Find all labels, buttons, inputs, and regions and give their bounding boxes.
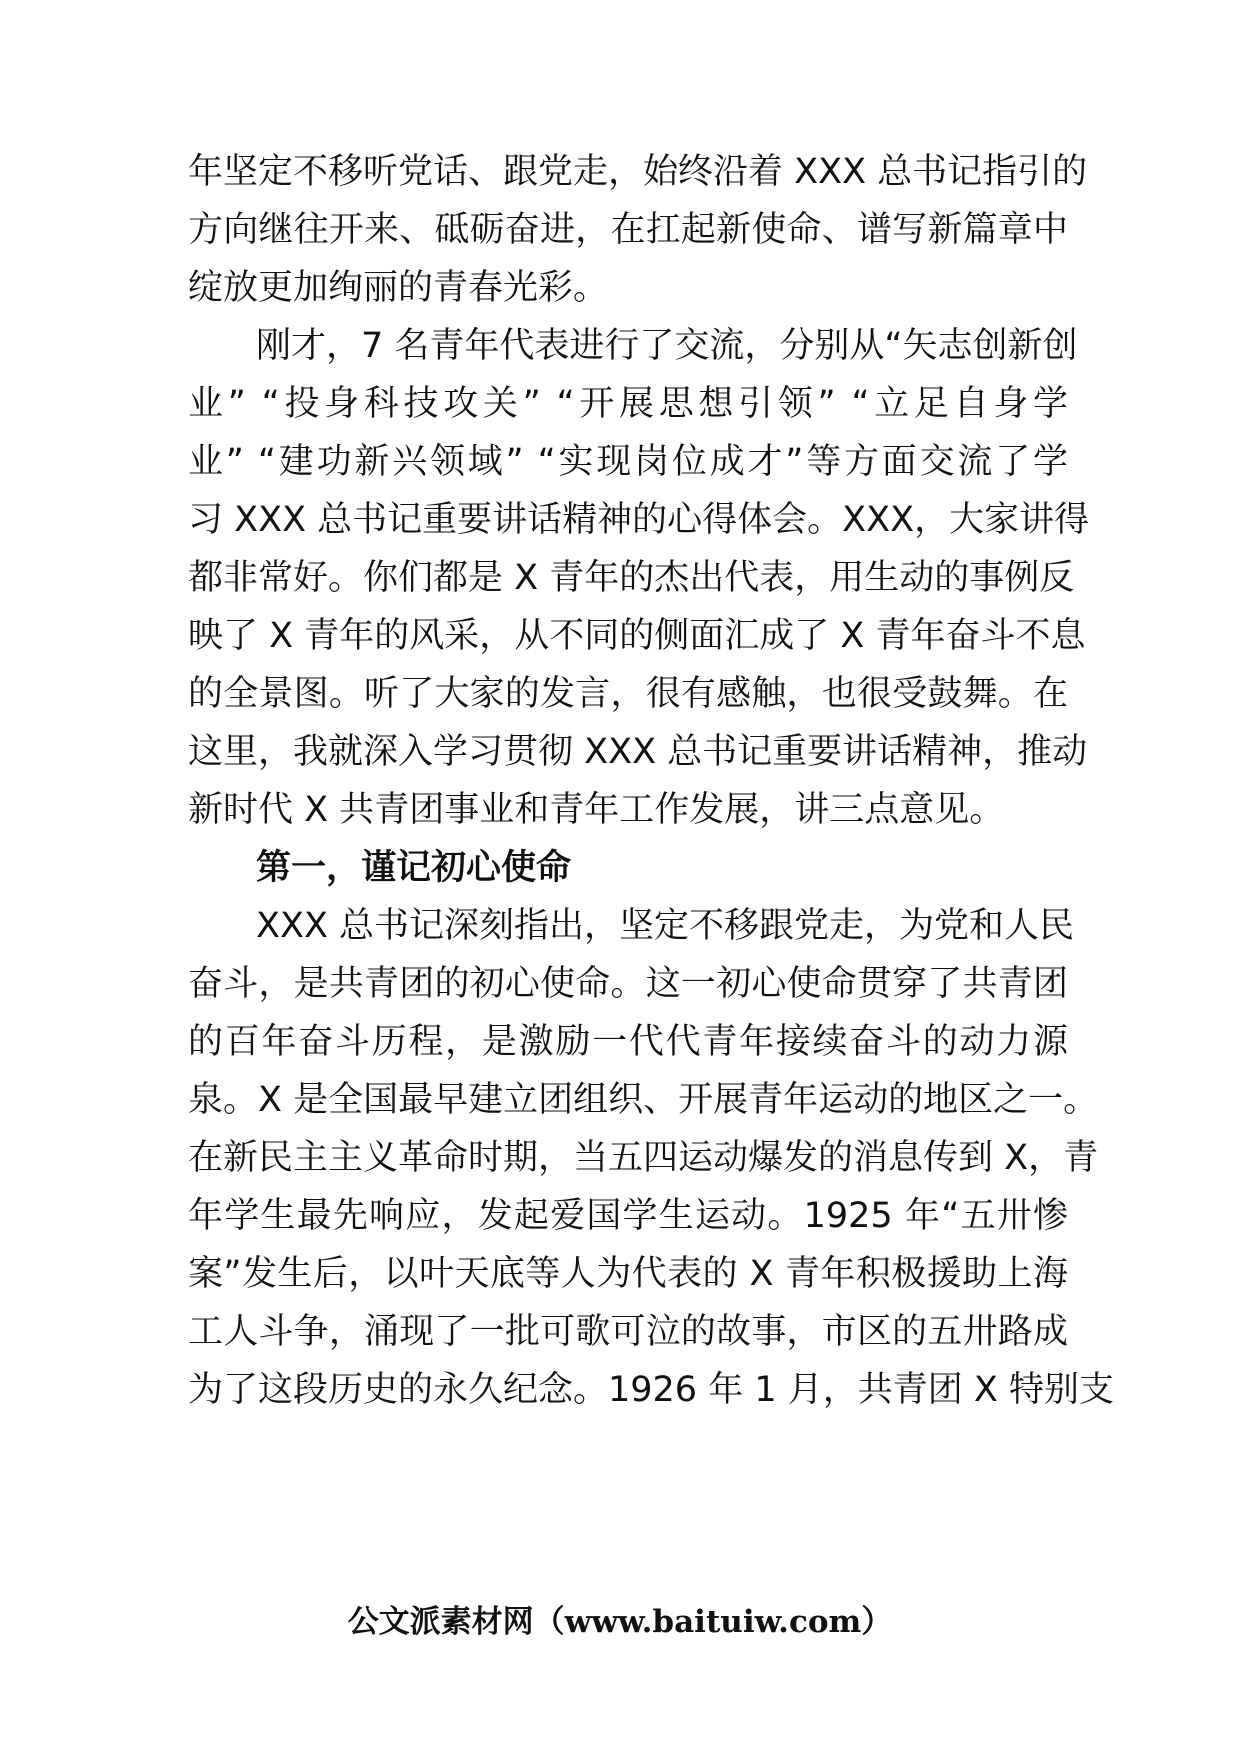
- footer-source: 公文派素材网（www.baituiw.com）: [347, 1604, 893, 1640]
- text-line: 映了 X 青年的风采，从不同的侧面汇成了 X 青年奋斗不息: [188, 616, 1086, 656]
- text-line: 的百年奋斗历程，是激励一代代青年接续奋斗的动力源: [188, 1022, 1068, 1062]
- text-line: 工人斗争，涌现了一批可歌可泣的故事，市区的五卅路成: [188, 1312, 1068, 1352]
- text-line: XXX 总书记深刻指出，坚定不移跟党走，为党和人民: [256, 906, 1075, 946]
- text-line: 习 XXX 总书记重要讲话精神的心得体会。XXX，大家讲得: [188, 500, 1090, 540]
- text-line: 业” “建功新兴领域” “实现岗位成才”等方面交流了学: [188, 442, 1068, 482]
- text-line: 泉。X 是全国最早建立团组织、开展青年运动的地区之一。: [188, 1080, 1099, 1120]
- text-line: 这里，我就深入学习贯彻 XXX 总书记重要讲话精神，推动: [188, 732, 1088, 772]
- text-line: 新时代 X 共青团事业和青年工作发展，讲三点意见。: [188, 790, 1005, 830]
- text-line: 的全景图。听了大家的发言，很有感触，也很受鼓舞。在: [188, 674, 1068, 714]
- text-line: 绽放更加绚丽的青春光彩。: [188, 268, 609, 308]
- text-line: 刚才，7 名青年代表进行了交流，分别从“矢志创新创: [256, 326, 1078, 366]
- text-line: 业” “投身科技攻关” “开展思想引领” “立足自身学: [188, 384, 1068, 424]
- text-line: 方向继往开来、砥砺奋进，在扛起新使命、谱写新篇章中: [188, 210, 1068, 250]
- text-line: 年学生最先响应，发起爱国学生运动。1925 年“五卅惨: [188, 1196, 1068, 1236]
- section-heading: 第一，谨记初心使命: [256, 848, 572, 888]
- text-line: 在新民主主义革命时期，当五四运动爆发的消息传到 X，青: [188, 1138, 1099, 1178]
- text-line: 奋斗，是共青团的初心使命。这一初心使命贯穿了共青团: [188, 964, 1068, 1004]
- text-line: 为了这段历史的永久纪念。1926 年 1 月，共青团 X 特别支: [188, 1370, 1114, 1410]
- text-line: 案”发生后，以叶天底等人为代表的 X 青年积极援助上海: [188, 1254, 1068, 1294]
- text-line: 年坚定不移听党话、跟党走，始终沿着 XXX 总书记指引的: [188, 152, 1088, 192]
- text-line: 都非常好。你们都是 X 青年的杰出代表，用生动的事例反: [188, 558, 1075, 598]
